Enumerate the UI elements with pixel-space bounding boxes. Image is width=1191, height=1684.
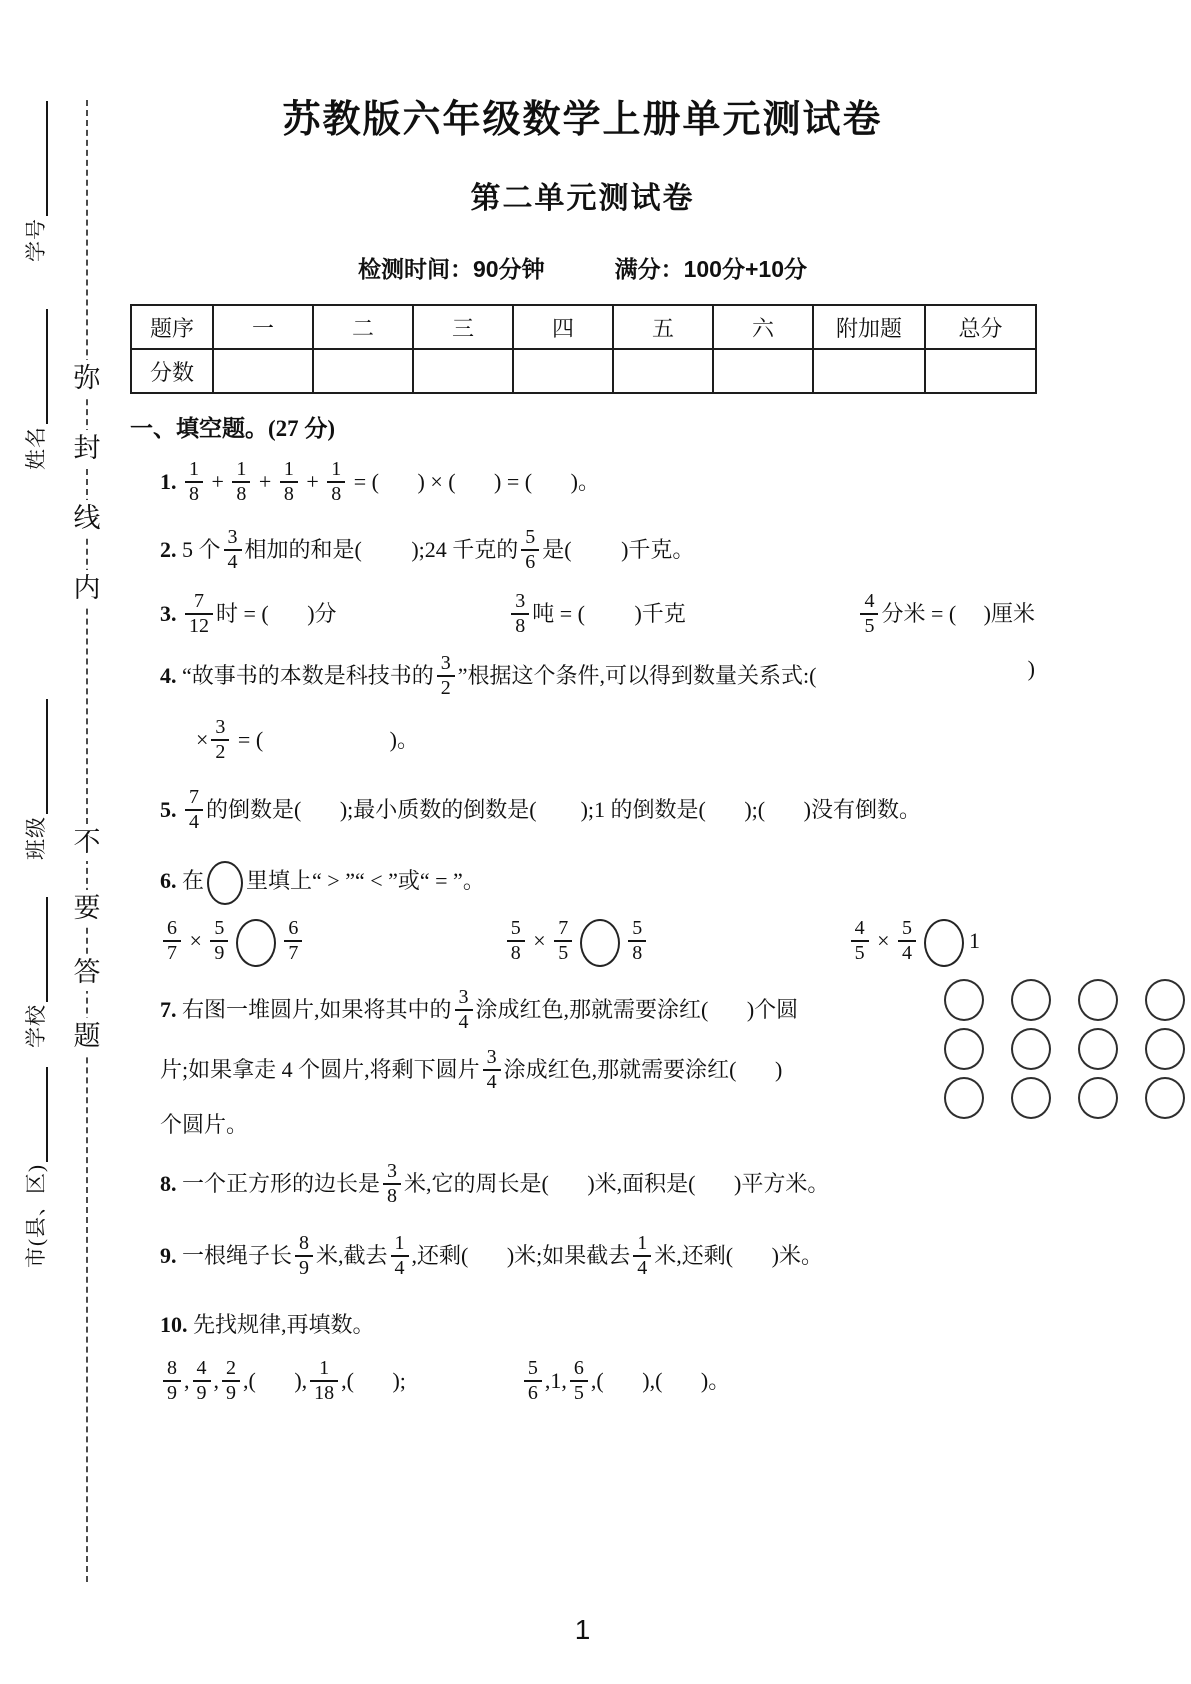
fraction-denominator: 18 <box>310 1380 338 1404</box>
fraction <box>185 591 213 637</box>
question-4-line-2 <box>196 716 1035 765</box>
name-write-line[interactable] <box>24 309 48 424</box>
counter-circle[interactable] <box>944 1077 984 1119</box>
school-label: 学校 <box>23 1004 48 1048</box>
seal-char: 内 <box>70 570 104 607</box>
score-header-cell: 六 <box>713 305 813 349</box>
counter-circle[interactable] <box>1145 1028 1185 1070</box>
question-3-part-2 <box>508 590 686 639</box>
fraction-denominator: 4 <box>455 1009 473 1033</box>
text-run: 里填上“ > ”“ < ”或“ = ”。 <box>246 868 485 894</box>
seal-char: 线 <box>70 500 104 537</box>
fraction-denominator: 2 <box>211 739 229 763</box>
counter-circle[interactable] <box>1011 979 1051 1021</box>
text-run: ”根据这个条件,可以得到数量关系式:( <box>457 663 817 689</box>
text-run: 9. <box>160 1242 182 1268</box>
score-input-cell[interactable] <box>513 349 613 393</box>
compare-circle[interactable] <box>924 919 964 967</box>
fraction-denominator: 2 <box>437 675 455 699</box>
fraction-denominator: 9 <box>210 940 228 964</box>
text-run: 8. <box>160 1170 182 1196</box>
text-run: 5. <box>160 797 182 823</box>
text-run: 时 = ( )分 <box>216 601 337 627</box>
text-run: 右图一堆圆片,如果将其中的 <box>182 997 452 1023</box>
fraction <box>185 459 203 505</box>
seal-char: 要 <box>70 890 104 927</box>
fraction <box>327 459 345 505</box>
text-run: ,( ),( )。 <box>590 1368 731 1394</box>
fraction-denominator: 4 <box>185 809 203 833</box>
fraction <box>193 1358 211 1404</box>
fraction-numerator: 8 <box>167 1357 177 1379</box>
text-run: 米,截去 <box>316 1242 388 1268</box>
text-run: + <box>300 469 325 495</box>
fraction-denominator: 5 <box>860 613 878 637</box>
fraction-denominator: 8 <box>185 481 203 505</box>
text-run: ,还剩( )米;如果截去 <box>411 1242 631 1268</box>
fraction <box>554 918 572 964</box>
score-input-cell[interactable] <box>613 349 713 393</box>
text-run: 是( )千克。 <box>542 537 695 563</box>
text-run: 10. <box>160 1311 193 1337</box>
fraction-denominator: 7 <box>163 940 181 964</box>
text-run: 4. <box>160 663 182 689</box>
fraction-denominator: 9 <box>193 1380 211 1404</box>
fraction <box>232 459 250 505</box>
text-run: + <box>206 469 230 495</box>
margin-field-school <box>22 897 48 1048</box>
text-run: , <box>184 1368 190 1394</box>
text-run: “故事书的本数是科技书的 <box>182 663 434 689</box>
fraction <box>437 653 455 699</box>
exam-info-line <box>130 251 1035 284</box>
section-1-heading: 一、填空题。(27 分) <box>130 416 336 441</box>
exam-duration: 检测时间：90分钟 <box>358 256 545 282</box>
fraction <box>163 918 181 964</box>
counter-circles-grid <box>944 979 1185 1119</box>
fraction <box>633 1233 651 1279</box>
fraction-denominator: 9 <box>163 1380 181 1404</box>
margin-field-student-id <box>22 101 48 262</box>
text-run: 7. <box>160 997 182 1023</box>
city-label: 市(县、区) <box>23 1164 48 1268</box>
compare-circle[interactable] <box>236 919 276 967</box>
fraction-numerator: 1 <box>236 458 247 480</box>
text-run: × <box>184 928 208 954</box>
fraction <box>524 1358 542 1404</box>
fraction-numerator: 8 <box>299 1231 310 1254</box>
fraction-numerator: 4 <box>864 590 875 612</box>
fraction-numerator: 3 <box>515 590 526 612</box>
fraction-numerator: 1 <box>283 458 294 480</box>
text-run: 2. <box>160 537 182 563</box>
fraction-numerator: 1 <box>319 1357 330 1379</box>
fraction-numerator: 1 <box>189 458 199 480</box>
question-4-close-paren: ) <box>1027 656 1035 681</box>
fraction-numerator: 5 <box>527 1357 538 1379</box>
fraction-denominator: 8 <box>327 481 345 505</box>
fraction-numerator: 3 <box>486 1046 497 1068</box>
fraction-numerator: 7 <box>558 917 569 939</box>
seal-char: 弥 <box>70 360 104 397</box>
question-10 <box>160 1311 1035 1339</box>
unit-subtitle: 第二单元测试卷 <box>470 182 695 215</box>
city-write-line[interactable] <box>24 1067 48 1162</box>
school-write-line[interactable] <box>24 897 48 1002</box>
score-row-label: 分数 <box>131 349 213 393</box>
counter-circle[interactable] <box>1145 979 1185 1021</box>
question-10-items <box>160 1357 1035 1406</box>
fraction <box>391 1233 409 1279</box>
fraction-denominator: 8 <box>383 1183 401 1207</box>
text-run: 3. <box>160 601 182 627</box>
question-3-part-3 <box>857 590 1035 639</box>
margin-field-name <box>22 309 48 470</box>
counter-circle[interactable] <box>1145 1077 1185 1119</box>
counter-circle[interactable] <box>944 1028 984 1070</box>
counter-circle[interactable] <box>1078 1028 1118 1070</box>
question-10-item-2 <box>521 1357 731 1406</box>
margin-field-class <box>22 699 48 860</box>
score-header-cell: 三 <box>413 305 513 349</box>
text-run: 吨 = ( )千克 <box>532 601 686 627</box>
question-6-item-2 <box>504 919 649 967</box>
text-run: 米,它的周长是( )米,面积是( )平方米。 <box>404 1170 830 1196</box>
fraction-denominator: 8 <box>280 481 298 505</box>
name-label: 姓名 <box>23 426 48 470</box>
score-header-cell: 一 <box>213 305 313 349</box>
text-run: + <box>253 469 277 495</box>
fraction-denominator: 8 <box>507 940 525 964</box>
fraction <box>483 1047 501 1093</box>
text-run: 1. <box>160 469 182 495</box>
fraction <box>284 918 302 964</box>
score-header-cell: 总分 <box>925 305 1036 349</box>
question-10-item-1 <box>160 1357 406 1406</box>
fraction-numerator: 6 <box>167 917 177 939</box>
score-table-score-row <box>131 349 1036 393</box>
counter-circle[interactable] <box>1011 1077 1051 1119</box>
question-2 <box>160 526 1035 575</box>
text-run: 个圆片。 <box>160 1112 249 1137</box>
fraction-denominator: 4 <box>391 1255 409 1279</box>
fraction-numerator: 5 <box>214 917 225 939</box>
fraction <box>521 527 539 573</box>
text-run: 在 <box>182 868 205 894</box>
fraction-denominator: 5 <box>570 1380 588 1404</box>
fraction-denominator: 4 <box>224 549 242 573</box>
fraction-numerator: 4 <box>196 1357 207 1379</box>
fraction-denominator: 4 <box>633 1255 651 1279</box>
counter-circle[interactable] <box>944 979 984 1021</box>
score-input-cell[interactable] <box>713 349 813 393</box>
fraction-denominator: 5 <box>554 940 572 964</box>
question-5 <box>160 786 1035 835</box>
fraction-denominator: 6 <box>521 549 539 573</box>
fraction-denominator: 9 <box>295 1255 313 1279</box>
fraction <box>860 591 878 637</box>
fraction <box>455 987 473 1033</box>
question-6-items <box>160 919 1035 967</box>
fraction <box>628 918 646 964</box>
class-label: 班级 <box>23 816 48 860</box>
question-7-line-2 <box>160 1046 875 1095</box>
text-run: 6. <box>160 868 182 894</box>
fraction <box>570 1358 588 1404</box>
fraction-numerator: 2 <box>226 1357 236 1379</box>
fraction <box>222 1358 240 1404</box>
text-run: = ( )。 <box>232 727 419 753</box>
text-run: 先找规律,再填数。 <box>193 1311 375 1337</box>
question-8 <box>160 1159 1035 1209</box>
fraction-denominator: 8 <box>511 613 529 637</box>
score-header-cell: 附加题 <box>813 305 925 349</box>
margin-field-city <box>22 1067 48 1268</box>
text-run: ,1, <box>544 1368 567 1394</box>
score-input-cell[interactable] <box>925 349 1036 393</box>
fraction <box>851 918 869 964</box>
fraction-numerator: 3 <box>387 1159 398 1182</box>
fraction-denominator: 8 <box>232 481 250 505</box>
question-1 <box>160 458 1035 507</box>
compare-circle[interactable] <box>207 861 243 905</box>
counter-circle[interactable] <box>1078 1077 1118 1119</box>
question-9 <box>160 1231 1035 1281</box>
fraction-denominator: 5 <box>851 940 869 964</box>
text-run: 片;如果拿走 4 个圆片,将剩下圆片 <box>160 1057 480 1083</box>
question-3-part-1 <box>160 590 337 639</box>
fraction <box>507 918 525 964</box>
fraction <box>163 1358 181 1404</box>
fraction-numerator: 3 <box>227 526 238 548</box>
text-run: 一根绳子长 <box>182 1242 293 1268</box>
paper-content <box>130 95 1035 1406</box>
seal-char: 答 <box>70 954 104 991</box>
fraction-numerator: 7 <box>189 786 199 808</box>
text-run: × <box>871 928 895 954</box>
question-4 <box>160 652 1035 701</box>
fraction-denominator: 4 <box>898 940 916 964</box>
score-input-cell[interactable] <box>413 349 513 393</box>
fraction <box>210 918 228 964</box>
fraction-numerator: 5 <box>632 917 643 939</box>
question-7-line-1 <box>160 986 875 1035</box>
fraction-numerator: 3 <box>440 652 451 674</box>
fraction-denominator: 12 <box>185 613 213 637</box>
seal-char: 题 <box>70 1018 104 1055</box>
counter-circle[interactable] <box>1011 1028 1051 1070</box>
student-id-write-line[interactable] <box>24 101 48 216</box>
text-run: 1 <box>968 928 980 954</box>
fraction-denominator: 4 <box>483 1069 501 1093</box>
score-header-cell: 四 <box>513 305 613 349</box>
fraction-numerator: 5 <box>525 526 536 548</box>
text-run: ,( ); <box>341 1368 406 1394</box>
score-table-header-row <box>131 305 1036 349</box>
student-id-label: 学号 <box>23 218 48 262</box>
fraction <box>511 591 529 637</box>
score-input-cell[interactable] <box>313 349 413 393</box>
text-run: , <box>213 1368 219 1394</box>
question-7-line-3 <box>160 1111 875 1139</box>
fraction-numerator: 4 <box>854 917 865 939</box>
fraction <box>280 459 298 505</box>
question-7 <box>160 986 1035 1139</box>
text-run: 米,还剩( )米。 <box>654 1242 823 1268</box>
fraction <box>383 1161 401 1207</box>
score-table <box>130 304 1037 394</box>
question-6-item-1 <box>160 919 305 967</box>
text-run: 涂成红色,那就需要涂红( ) <box>503 1057 783 1083</box>
class-write-line[interactable] <box>24 699 48 814</box>
text-run: 的倒数是( );最小质数的倒数是( );1 的倒数是( );( )没有倒数。 <box>206 797 921 823</box>
text-run: × <box>527 928 552 954</box>
text-run: 相加的和是( );24 千克的 <box>244 537 519 563</box>
score-input-cell[interactable] <box>813 349 925 393</box>
compare-circle[interactable] <box>580 919 620 967</box>
fraction <box>898 918 916 964</box>
text-run: 涂成红色,那就需要涂红( )个圆 <box>475 997 799 1023</box>
fraction-denominator: 6 <box>524 1380 542 1404</box>
fraction <box>310 1358 338 1404</box>
text-run: × <box>196 727 209 753</box>
fraction <box>185 787 203 833</box>
fraction-numerator: 5 <box>901 917 912 939</box>
text-run: ,( ), <box>243 1368 308 1394</box>
text-run: 分米 = ( )厘米 <box>881 601 1035 627</box>
seal-char: 不 <box>70 824 104 861</box>
seal-char: 封 <box>70 430 104 467</box>
fraction-denominator: 9 <box>222 1380 240 1404</box>
fraction <box>211 717 229 763</box>
fraction-denominator: 8 <box>628 940 646 964</box>
question-6 <box>160 861 1035 905</box>
fraction <box>224 527 242 573</box>
exam-full-score: 满分：100分+10分 <box>614 256 807 282</box>
paper-title: 苏教版六年级数学上册单元测试卷 <box>282 99 883 141</box>
score-header-cell: 题序 <box>131 305 213 349</box>
fraction-numerator: 6 <box>573 1357 584 1379</box>
fraction-numerator: 5 <box>510 917 521 939</box>
fraction <box>295 1233 313 1279</box>
fraction-numerator: 1 <box>331 458 342 480</box>
score-input-cell[interactable] <box>213 349 313 393</box>
fraction-numerator: 7 <box>194 590 204 612</box>
score-header-cell: 五 <box>613 305 713 349</box>
fraction-numerator: 3 <box>215 716 226 738</box>
page-number: 1 <box>574 1614 591 1645</box>
fraction-numerator: 3 <box>458 986 469 1008</box>
counter-circle[interactable] <box>1078 979 1118 1021</box>
fraction-numerator: 1 <box>637 1231 648 1254</box>
score-header-cell: 二 <box>313 305 413 349</box>
question-3 <box>160 590 1035 639</box>
text-run: = ( ) × ( ) = ( )。 <box>348 469 600 495</box>
text-run: 5 个 <box>182 537 221 563</box>
question-6-item-3 <box>848 919 980 967</box>
fraction-numerator: 1 <box>394 1231 405 1254</box>
fraction-denominator: 7 <box>284 940 302 964</box>
question-4-line-1 <box>160 652 817 701</box>
fraction-numerator: 6 <box>288 917 299 939</box>
text-run: 一个正方形的边长是 <box>182 1170 381 1196</box>
